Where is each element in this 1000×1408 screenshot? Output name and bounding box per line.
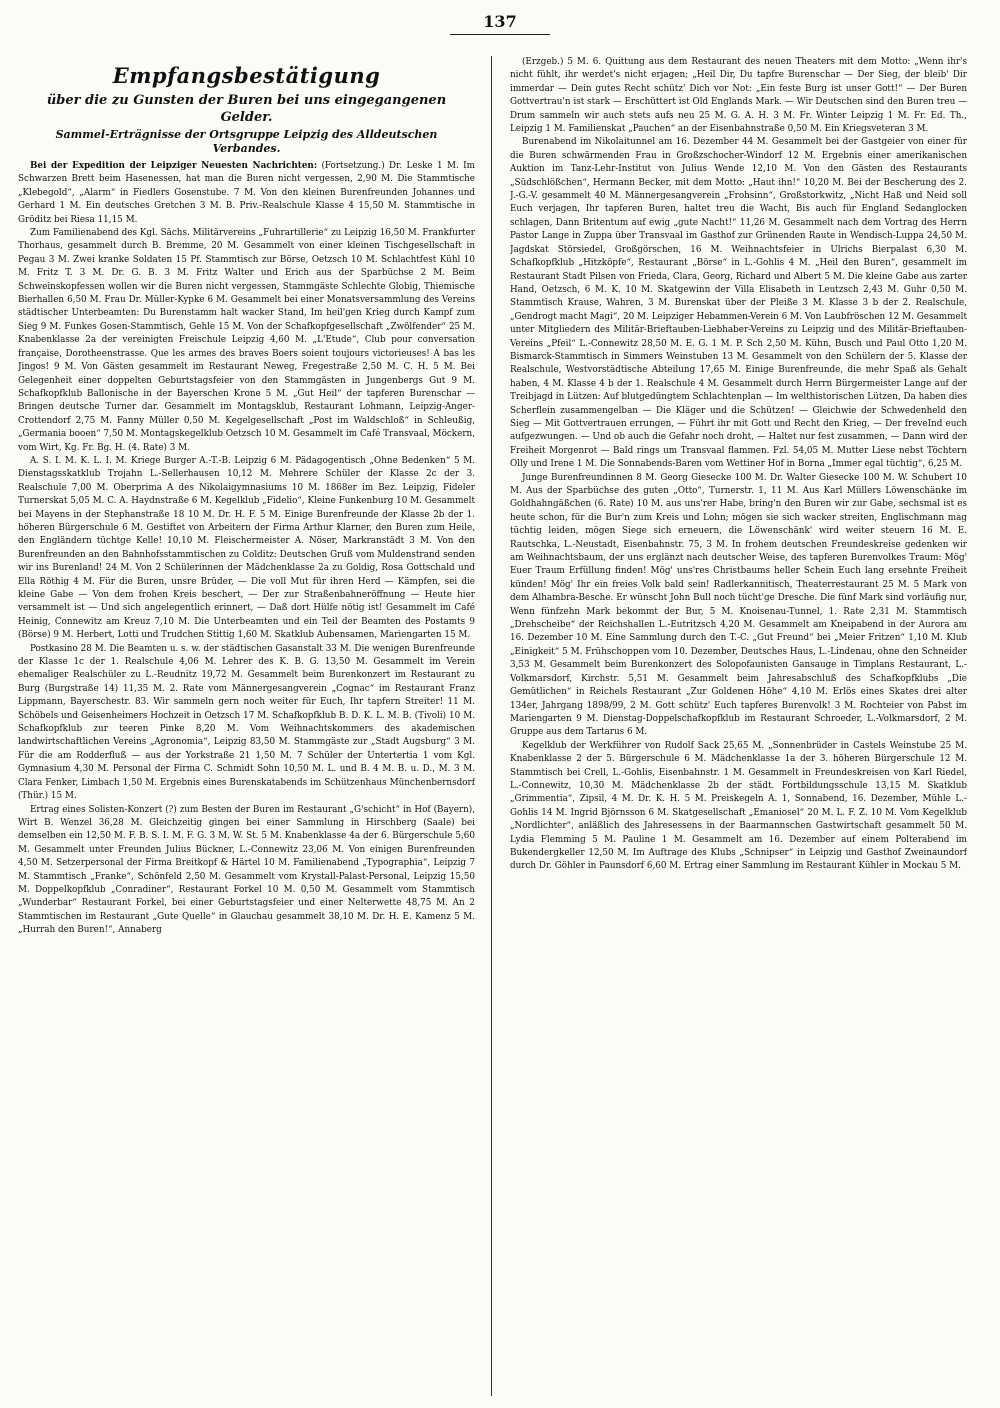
paragraph-text: Postkasino 28 M. Die Beamten u. s. w. der städtischen Gasanstalt 33 M. Die wenigen Burenfreunde der Klasse 1c der 1. Realschule 4,06 M. Lehrer des K. B. G. 13,50 M. Gesammelt im Verein ehemaliger Realschüler zu L.-Reudnitz 19,72 M. Gesammelt beim Burenkonzert im Restaurant zu Burg (Burgstraße 14) 11,35 M. 2. Rate vom Männergesangverein „Cognac“ im Restaurant Franz Lippmann, Bayerschestr. 83. Wir sammeln gern noch weiter für Euch, Ihr tapfern Streiter! 11 M. Schöbels und Geisenheimers Hochzeit in Oetzsch 17 M. Schafkopfklub B. D. K. L. M. B. (Tivoli) 10 M. Schafkopfklub zur teeren Pinke 8,20 M. Vom Weihnachtskommers des akademischen landwirtschaftlichen Vereins „Agronomia“, Leipzig 83,50 M. Stammgäste zur „Stadt Augsburg“ 3 M. Für die am Rodderfluß — aus der Yorkstraße 21 1,50 M. 7 Schüler der Untertertia 1 vom Kgl. Gymnasium 4,30 M. Personal der Firma C. Schmidt Sohn 10,50 M. L. und B. 4 M. B. u. D., M. 3 M. Clara Fenker, Limbach 1,50 M. Ergebnis eines Burenskatabends im Schützenhaus Münchenbernsdorf (Thür.) 15 M.: [18, 643, 475, 802]
paragraph: [510, 472, 967, 740]
paragraph: [18, 643, 475, 804]
paragraph: [510, 136, 967, 471]
paragraph: [18, 804, 475, 938]
page-number: 137: [483, 12, 517, 31]
paragraph: [18, 227, 475, 455]
paragraph-text: Burenabend im Nikolaitunnel am 16. Dezember 44 M. Gesammelt bei der Gastgeier von einer für die Buren schwärmenden Frau in Großzschocher-Windorf 12 M. Ergebnis einer amerikanischen Auktion im Tanz-Lehr-Institut von Julius Wende 12,10 M. Von den Gästen des Restaurants „Südschlößchen“, Hermann Becker, mit dem Motto: „Haut ihn!“ 10,20 M. Bei der Bescherung des 2. J.-G.-V. gesammelt 40 M. Männergesangverein „Frohsinn“, Großstorkwitz, „Nicht Haß und Neid soll Euch verjagen, Ihr tapferen Buren, haltet treu die Wacht, Bis auch für England Sedanglocken schlagen, Dann Britentum auf ewig „gute Nacht!“ 11,26 M. Gesammelt nach dem Vortrag des Herrn Pastor Lange in Zuppa über Transvaal im Gasthof zur Grünenden Raute in Wendisch-Luppa 24,50 M. Jagdskat Störsiedel, Großgörschen, 16 M. Weihnachtsfeier in Ulrichs Bierpalast 6,30 M. Schafkopfklub „Hitzköpfe“, Restaurant „Börse“ in L.-Gohlis 4 M. „Heil den Buren“, gesammelt im Restaurant Stadt Pilsen von Frieda, Clara, Georg, Richard und Albert 5 M. Die kleine Gabe aus zarter Hand, Oetzsch, 6 M. K. 10 M. Skatgewinn der Villa Elisabeth in Leutzsch 2,43 M. Guhr 0,50 M. Stammtisch Krause, Wahren, 3 M. Burenskat über der Pleiße 3 M. Klasse 3 b der 2. Realschule, „Gendrogt macht Magi“, 20 M. Leipziger Hebammen-Verein 6 M. Von Laubfröschen 12 M. Gesammelt unter Mitgliedern des Militär-Brieftauben-Liebhaber-Vereins zu Leipzig und des Militär-Brieftauben-Vereins „Pfeil“ L.-Connewitz 28,50 M. E. G. 1 M. P. Sch 2,50 M. Kühn, Busch und Paul Otto 1,20 M. Bismarck-Stammtisch in Simmers Weinstuben 13 M. Gesammelt von den Schülern der 5. Klasse der Realschule, Westvorstädtische Abteilung 17,65 M. Einige Burenfreunde, die mehr Spaß als Gehalt haben, 4 M. Klasse 4 b der 1. Realschule 4 M. Gesammelt durch Herrn Bürgermeister Lange auf der Treibjagd in Lützen: Auf blutgedüngtem Schlachtenplan — Im welthistorischen Lützen, Da haben dies Scherflein zusammengelban — Die Kläger und die Schützen! — Gleichwie der Schwedenheld den Sieg — Mit Gottvertrauen errungen, — Führt ihr mit Gott und Recht den Krieg, — Der freveInd euch aufgezwungen. — Und ob auch die Gefahr noch droht, — Haltet nur fest zusammen, — Dann wird der Freiheit Morgenrot — Bald rings um Transvaal flammen. Fzl. 54,05 M. Mutter Liese nebst Töchtern Olly und Irene 1 M. Die Sonnabends-Baren vom Wettiner Hof in Borna „Immer egal tüchtig“, 6,25 M.: [510, 137, 967, 470]
article-title: Empfangsbestätigung: [112, 63, 381, 88]
paragraph: [510, 740, 967, 874]
paragraph-text: A. S. I. M. K. L. I. M. Kriege Burger A.-T.-B. Leipzig 6 M. Pädagogentisch „Ohne Bedenken“ 5 M. Dienstagsskatklub Trojahn L.-Sellerhausen 10,12 M. Mehrere Schüler der Klasse 2c der 3. Realschule 7,00 M. Oberprima A des Nikolaigymnasiums 10 M. 1868er im Bez. Leipzig, Fideler Turnerskat 5,05 M. C. A. Haydnstraße 6 M. Kegelklub „Fidelio“, Kleine Funkenburg 10 M. Gesammelt bei Mayens in der Stephanstraße 18 10 M. Dr. H. F. 5 M. Einige Burenfreunde der Klasse 2b der 1. höheren Bürgerschule 6 M. Gestiftet von Arbeitern der Firma Arthur Klarner, den Buren zum Heile, den Engländern tüchtge Kelle! 10,10 M. Fleischermeister A. Nöser, Markranstädt 3 M. Von den Burenfreunden an den Bahnhofsstammtischen zu Colditz: Deutschen Gruß vom Muldenstrand senden wir ins Burenland! 24 M. Von 2 Schülerinnen der Mädchenklasse 2a zu Goldig, Rosa Gottschald und Ella Röthig 4 M. Für die Buren, unsre Brüder, — Die voll Mut für ihren Herd — Kämpfen, sei die kleine Gabe — Von dem frohen Kreis beschert, — Der zur Straßenbahneröffnung — Heute hier versammelt ist — Und sich angelegentlich erinnert, — Daß dort Hülfe nötig ist! Gesammelt im Café Heinig, Connewitz am Kreuz 7,10 M. Die Unterbeamten und ein Teil der Beamten des Postamts 9 (Börse) 9 M. Herbert, Lotti und Trudchen Stittig 1,60 M. Skatklub Aubensamen, Mariengarten 15 M.: [18, 455, 475, 641]
paragraph-lead: Bei der Expedition der Leipziger Neuesten Nachrichten:: [30, 161, 318, 171]
paragraph: [18, 160, 475, 227]
right-column: [510, 56, 967, 1396]
column-divider: [491, 56, 492, 1396]
paragraph: [18, 455, 475, 643]
paragraph-text: Kegelklub der Werkführer von Rudolf Sack 25,65 M. „Sonnenbrüder in Castels Weinstube 25 M. Knabenklasse 2 der 5. Bürgerschule 6 M. Mädchenklasse 1a der 3. höheren Bürgerschule 12 M. Stammtisch bei Crell, L.-Gohlis, Eisenbahnstr. 1 M. Gesammelt in Freundeskreisen von Karl Riedel, L.-Connewitz, 10,30 M. Mädchenklasse 2b der städt. Fortbildungsschule 13,15 M. Skatklub „Grimmentia“, Zipsil, 4 M. Dr. K. H. 5 M. Preiskegeln A. 1, Sonnabend, 16. Dezember, Mühle L.-Gohlis 14 M. Ingrid Björnsson 6 M. Skatgesellschaft „Emaniosel“ 20 M. L. F. Z. 10 M. Vom Kegelklub „Nordlichter“, anläßlich des Jahresessens in der Baarmannschen Gastwirtschaft gesammelt 50 M. Lydia Flemming 5 M. Pauline 1 M. Gesammelt am 16. Dezember auf einem Polterabend im Bukendergkeller 12,50 M. Im Auftrage des Klubs „Schnipser“ in Leipzig und Gasthof Zweinaundorf durch Dr. Göhler in Paunsdorf 6,60 M. Ertrag einer Sammlung im Restaurant Kühler in Mockau 5 M.: [510, 740, 967, 872]
paragraph: [510, 56, 967, 136]
paragraph-text: (Fortsetzung.) Dr. Leske 1 M. Im Schwarzen Brett beim Hasenessen, hat man die Buren nicht vergessen, 2,90 M. Die Stammtische „Klebegold“, „Alarm“ in Fiedlers Gosenstube. 7 M. Von den kleinen Burenfreunden Johannes und Gerhard 1 M. Ein deutsches Gretchen 3 M. B. Priv.-Realschule Klasse 4 15,50 M. Stammtische in Gröditz bei Riesa 11,15 M.: [18, 161, 475, 225]
article-subtitle-2: Sammel-Erträgnisse der Ortsgruppe Leipzig des Alldeutschen Verbandes.: [55, 128, 438, 155]
left-paragraphs: [18, 160, 475, 938]
paragraph-text: Ertrag eines Solisten-Konzert (?) zum Besten der Buren im Restaurant „G'schicht“ in Hof (Bayern), Wirt B. Wenzel 36,28 M. Gleichzeitig gingen bei einer Sammlung in Hirschberg (Saale) bei demselben ein 12,50 M. F. B. S. I. M. F. G. 3 M. W. St. 5 M. Knabenklasse 4a der 6. Bürgerschule 5,60 M. Gesammelt unter Freunden Julius Bückner, L.-Connewitz 23,06 M. Von einigen Burenfreunden 4,50 M. Setzerpersonal der Firma Breitkopf & Härtel 10 M. Familienabend „Typographia“, Leipzig 7 M. Stammtisch „Franke“, Schönfeld 2,50 M. Gesammelt vom Krystall-Palast-Personal, Leipzig 15,50 M. Doppelkopfklub „Conradiner“, Restaurant Forkel 10 M. 0,50 M. Gesammelt vom Stammtisch „Wunderbar“ Restaurant Forkel, bei einer Geburtstagsfeier und einer Nelterwette 48,75 M. An 2 Stammtischen im Restaurant „Gute Quelle“ in Glauchau gesammelt 38,10 M. Dr. H. E. Kamenz 5 M. „Hurrah den Buren!“, Annaberg: [18, 804, 475, 936]
paragraph-text: Zum Familienabend des Kgl. Sächs. Militärvereins „Fuhrartillerie“ zu Leipzig 16,50 M. Frankfurter Thorhaus, gesammelt durch B. Bremme, 20 M. Gesammelt von einer kleinen Tischgesellschaft in Pegau 3 M. Zwei kranke Soldaten 15 Pf. Stammtisch zur Börse, Oetzsch 10 M. Schlachtfest Kühl 10 M. Fritz T. 3 M. Dr. G. B. 3 M. Fritz Walter und Erich aus der Sparbüchse 2 M. Beim Schweinskopfessen wollen wir die Buren nicht vergessen, Stammgäste Schlechte Globig, Thiemische Bierhallen 6,50 M. Frau Dr. Müller-Kypke 6 M. Gesammelt bei einer Monatsversammlung des Vereins städtischer Unterbeamten: Du Burenstamm halt wacker Stand, Im heil'gen Krieg durch Kampf zum Sieg 9 M. Funkes Gosen-Stammtisch, Gehle 15 M. Von der Schafkopfgesellschaft „Zwölfender“ 25 M. Knabenklasse 2a der vereinigten Freischule Leipzig 4,60 M. „L'Etude“, Club pour conversation française, Dorotheenstrasse. Que les armes des braves Boers soient toujours victorieuses! A bas les Jingos! 9 M. Von Gästen gesammelt im Restaurant Neweg, Fregestraße 2,50 M. C. H. 5 M. Bei Gelegenheit einer doppelten Geburtstagsfeier von den Stammgästen in Jungenbergs Gut 9 M. Schafkopfklub Ballonische in der Bayerschen Krone 5 M. „Gut Heil“ der tapferen Burenschar — Bringen deutsche Turner dar. Gesammelt im Montagsklub, Restaurant Lohmann, Leipzig-Anger-Crottendorf 2,75 M. Fanny Müller 0,50 M. Kegelgesellschaft „Post im Waldschloß“ in Schleußig, „Germania booen“ 7,50 M. Montagskegelklub Oetzsch 10 M. Gesammelt im Café Transvaal, Möckern, vom Wirt, Kg. Fr. Bg. H. (4. Rate) 3 M.: [18, 228, 475, 453]
header-rule: [450, 34, 550, 35]
left-column: [18, 56, 475, 1396]
paragraph-text: (Erzgeb.) 5 M. 6. Quittung aus dem Restaurant des neuen Theaters mit dem Motto: „Wenn ihr's nicht fühlt, ihr werdet's nicht erjagen; „Heil Dir, Du tapfre Burenschar — Der Sieg, der bleib' Dir immerdar — Dein gutes Recht schütz' Dich vor Not: „Ein feste Burg ist unser Gott!“ — Der Buren Gottvertrau'n ist stark — Erschüttert ist Old Englands Mark. — Wir Deutschen sind den Buren treu — Drum sammeln wir auch stets aufs neu 25 M. G. A. H. 3 M. Fr. Winter Leipzig 1 M. Fr. Ed. Th., Leipzig 1 M. Familienskat „Pauchen“ an der Eisenbahnstraße 0,50 M. Ein Kriegsveteran 3 M.: [510, 57, 967, 135]
right-paragraphs: [510, 56, 967, 874]
article-subtitle: über die zu Gunsten der Buren bei uns eingegangenen Gelder.: [46, 93, 447, 125]
paragraph-text: Junge Burenfreundinnen 8 M. Georg Giesecke 100 M. Dr. Walter Giesecke 100 M. W. Schubert 10 M. Aus der Sparbüchse des guten „Otto“, Turnerstr. 1, 11 M. Aus Karl Müllers Löwenschänke im Goldhahngäßchen (6. Rate) 10 M. aus uns'rer Habe, bring'n den Buren wir zur Gabe, sechsmal ist es heute schon, für die Bur'n zum Kreis und Lohn; mögen sie sich wacker streiten, Englischmann mag tüchtig leiden, mögen Siege sich erneuern, die Löwenschänk' wird weiter steuern 16 M. E. Rautschka, L.-Neustadt, Eisenbahnstr. 75, 3 M. In frohem deutschen Freundeskreise gedenken wir am Weihnachtsbaum, der uns erglänzt nach deutscher Weise, des tapferen Burenvolkes Traum: Mög' Euer Traum Erfüllung finden! Mög' uns'res Christbaums heller Schein Euch lang ersehnte Freiheit künden! Mög' Ihr ein freies Volk bald sein! Radlerkannitisch, Theaterrestaurant 25 M. 5 Mark von dem Alhambra-Besche. Er wünscht John Bull noch tücht'ge Dresche. Die fünf Mark sind vorläufig nur, Wenn fünfzehn Mark bekommt der Bur, 5 M. Knoisenau-Tunnel, 1. Rate 2,31 M. Stammtisch „Drehscheibe“ der Reichshallen L.-Eutritzsch 4,20 M. Gesammelt am Kneipabend in der Aurora am 16. Dezember 10 M. Eine Sammlung durch den T.-C. „Gut Freund“ bei „Meier Fritzen“ 1,10 M. Klub „Einigkeit“ 5 M. Frühschoppen vom 10. Dezember, Deutsches Haus, L.-Lindenau, ohne den Schneider 3,53 M. Gesammelt beim Burenkonzert des Solopofaunisten Gansauge in Timplans Restaurant, L.-Volkmarsdorf, Kirchstr. 5,51 M. Gesammelt beim Jahresabschluß des Schafkopfklubs „Die Gemütlichen“ in Reichels Restaurant „Zur Goldenen Höhe“ 4,10 M. Erlös eines Skates drei alter 134er, Jahrgang 1898/99, 2 M. Gott schütz' Euch tapferes Burenvolk! 3 M. Rochteier von Pabst im Mariengarten 9 M. Dienstag-Doppelschafkopfklub im Restaurant Schroeder, L.-Volkmarsdorf, 2 M. Gruppe aus dem Tartarus 6 M.: [510, 472, 967, 738]
